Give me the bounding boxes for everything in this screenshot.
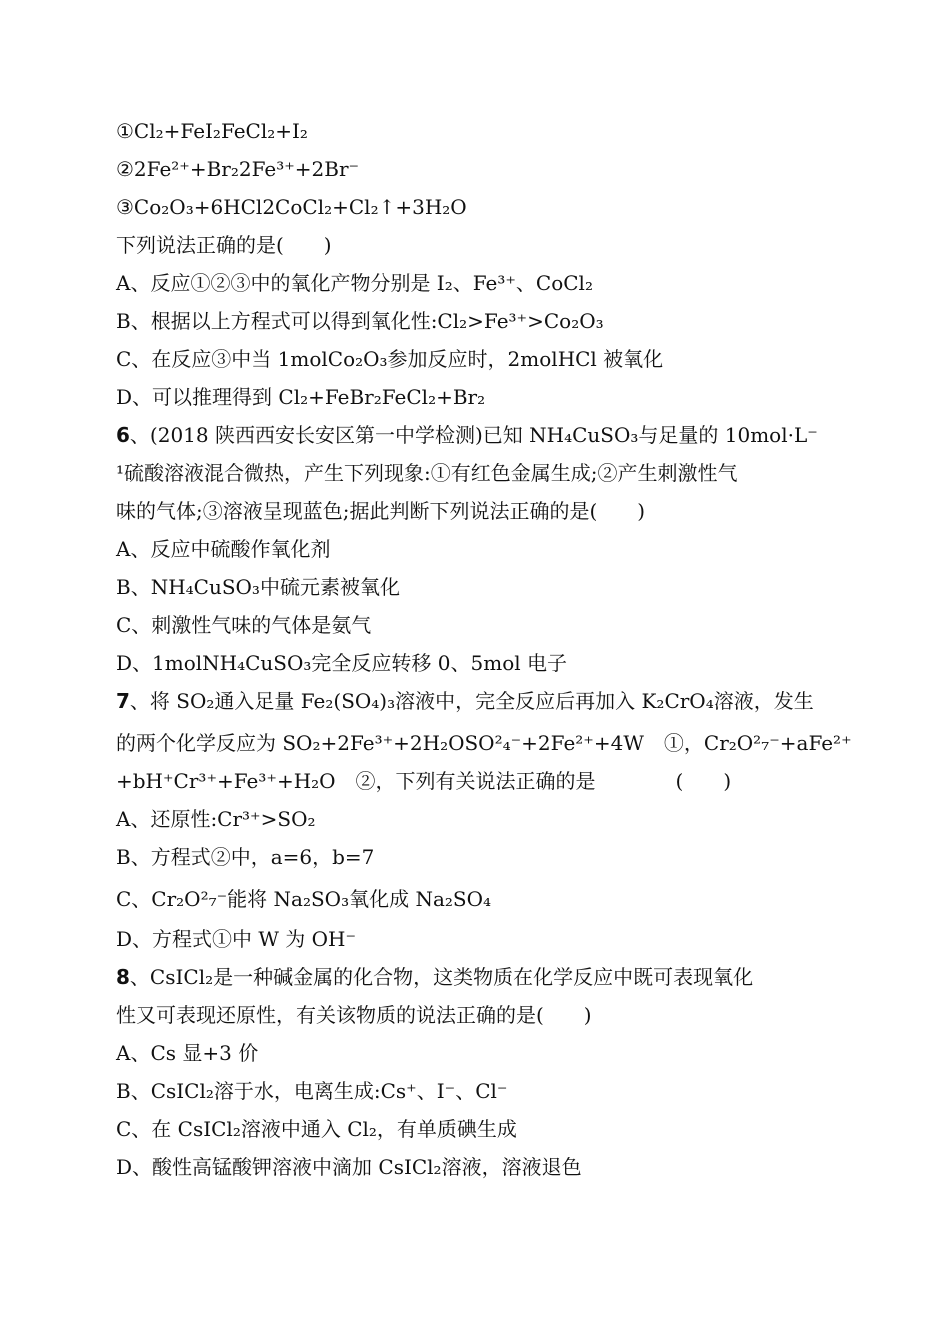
q5-prompt: 下列说法正确的是( ): [116, 233, 332, 257]
q7-option-a: A、还原性:Cr³⁺>SO₂: [116, 807, 316, 831]
q8-option-c: C、在 CsICl₂溶液中通入 Cl₂，有单质碘生成: [116, 1117, 517, 1141]
q7-number: 7: [116, 689, 130, 713]
q6-line-1: [116, 422, 836, 448]
q6-option-c: C、刺激性气味的气体是氨气: [116, 613, 372, 637]
q5-option-a: A、反应①②③中的氧化产物分别是 I₂、Fe³⁺、CoCl₂: [116, 271, 593, 295]
q8-option-b: B、CsICl₂溶于水，电离生成:Cs⁺、I⁻、Cl⁻: [116, 1079, 508, 1103]
q6-line-3: 味的气体;③溶液呈现蓝色;据此判断下列说法正确的是( ): [116, 499, 646, 523]
q7-option-b: B、方程式②中，a=6，b=7: [116, 845, 375, 869]
q8-option-d: D、酸性高锰酸钾溶液中滴加 CsICl₂溶液，溶液退色: [116, 1155, 582, 1179]
q8-line-1: [116, 964, 836, 990]
q7-line-2: 的两个化学反应为 SO₂+2Fe³⁺+2H₂OSO²₄⁻+2Fe²⁺+4W ①，Cr₂O²₇⁻+aFe²⁺: [116, 731, 852, 755]
q8-line-2: 性又可表现还原性，有关该物质的说法正确的是( ): [116, 1003, 592, 1027]
q5-option-b: B、根据以上方程式可以得到氧化性:Cl₂>Fe³⁺>Co₂O₃: [116, 309, 604, 333]
q7-line-3: +bH⁺Cr³⁺+Fe³⁺+H₂O ②，下列有关说法正确的是 ( ): [116, 769, 732, 793]
q5-equation-2: ②2Fe²⁺+Br₂2Fe³⁺+2Br⁻: [116, 157, 360, 181]
q8-number: 8: [116, 965, 130, 989]
q5-option-c: C、在反应③中当 1molCo₂O₃参加反应时，2molHCl 被氧化: [116, 347, 664, 371]
q7-text-1: 、将 SO₂通入足量 Fe₂(SO₄)₃溶液中，完全反应后再加入 K₂CrO₄溶液，发生: [129, 689, 814, 713]
q5-option-d: D、可以推理得到 Cl₂+FeBr₂FeCl₂+Br₂: [116, 385, 486, 409]
q8-option-a: A、Cs 显+3 价: [116, 1041, 259, 1065]
q6-line-2: ¹硫酸溶液混合微热，产生下列现象:①有红色金属生成;②产生刺激性气: [116, 461, 738, 485]
q8-text-1: 、CsICl₂是一种碱金属的化合物，这类物质在化学反应中既可表现氧化: [129, 965, 754, 989]
q7-line-1: [116, 688, 836, 714]
q6-option-a: A、反应中硫酸作氧化剂: [116, 537, 331, 561]
q6-option-d: D、1molNH₄CuSO₃完全反应转移 0、5mol 电子: [116, 651, 567, 675]
q5-equation-1: ①Cl₂+FeI₂FeCl₂+I₂: [116, 119, 308, 143]
q6-number: 6: [116, 423, 130, 447]
q6-text-1: 、(2018 陕西西安长安区第一中学检测)已知 NH₄CuSO₃与足量的 10mol·L⁻: [129, 423, 818, 447]
q5-equation-3: ③Co₂O₃+6HCl2CoCl₂+Cl₂↑+3H₂O: [116, 195, 467, 219]
q7-option-c: C、Cr₂O²₇⁻能将 Na₂SO₃氧化成 Na₂SO₄: [116, 887, 491, 911]
q7-option-d: D、方程式①中 W 为 OH⁻: [116, 927, 357, 951]
q6-option-b: B、NH₄CuSO₃中硫元素被氧化: [116, 575, 400, 599]
